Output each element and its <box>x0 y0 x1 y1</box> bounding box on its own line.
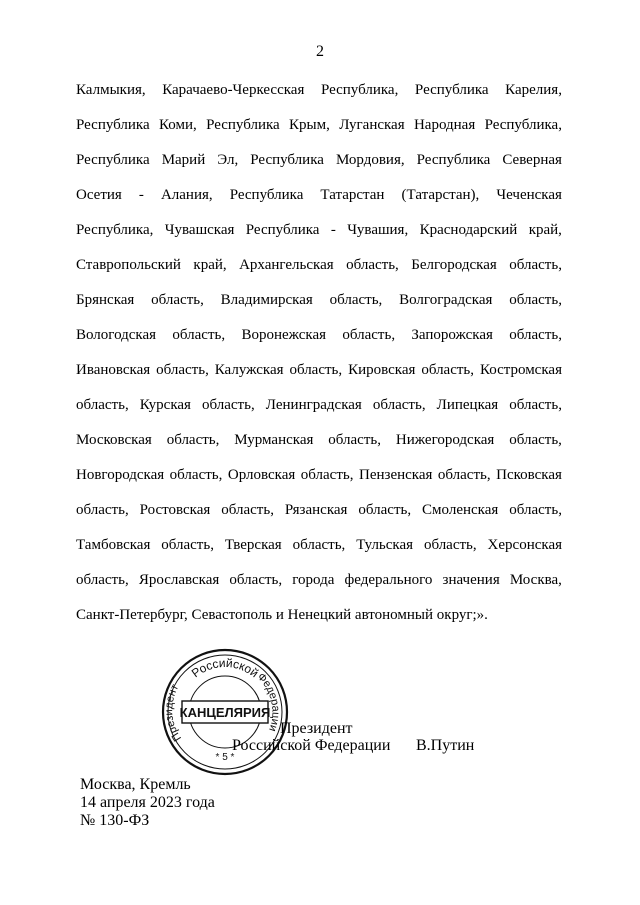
issue-date: 14 апреля 2023 года <box>80 794 215 811</box>
text-word: Народная <box>413 117 476 133</box>
text-word: - <box>138 187 144 203</box>
text-word: край, <box>193 257 227 273</box>
text-word: область, <box>329 292 383 308</box>
text-word: Вологодская <box>76 327 157 343</box>
signatory-name: В.Путин <box>416 737 475 754</box>
text-word: Ленинградская <box>265 397 362 413</box>
text-word: Мурманская <box>234 432 314 448</box>
text-word: область, <box>509 292 562 308</box>
text-line <box>76 605 562 640</box>
text-word: область, <box>156 362 209 378</box>
text-word: Мордовия, <box>335 152 405 168</box>
text-line <box>76 500 562 535</box>
text-word: Крым, <box>289 117 330 133</box>
text-word: Белгородская <box>411 257 497 273</box>
text-word: Липецкая <box>436 397 499 413</box>
text-word: Воронежская <box>241 327 327 343</box>
text-word: область, <box>421 362 475 378</box>
seal-top-text: Российской <box>188 655 262 681</box>
text-line <box>76 185 562 220</box>
text-word: Осетия <box>76 187 122 203</box>
text-word: Татарстан <box>320 187 385 203</box>
text-line <box>76 80 562 115</box>
text-line <box>76 570 562 605</box>
text-word: Волгоградская <box>399 292 493 308</box>
text-word: область, <box>423 537 477 553</box>
text-word: Республика <box>250 152 324 168</box>
text-word: Республика <box>206 117 280 133</box>
seal-left-text: Президент <box>163 682 185 744</box>
text-word: Нижегородская <box>395 432 495 448</box>
text-word: Северная <box>502 152 562 168</box>
text-word: Луганская <box>339 117 405 133</box>
text-word: область, <box>300 467 354 483</box>
text-line <box>76 360 562 395</box>
text-word: область, <box>169 467 223 483</box>
text-word: города <box>292 572 335 588</box>
text-word: Смоленская <box>422 502 499 518</box>
text-word: Владимирская <box>220 292 313 308</box>
text-word: Тамбовская <box>76 537 151 553</box>
text-word: область, <box>202 397 255 413</box>
text-word: Псковская <box>496 467 562 483</box>
text-word: Архангельская <box>239 257 334 273</box>
text-word: область, <box>328 432 381 448</box>
text-word: Чувашская <box>164 222 235 238</box>
text-word: Запорожская <box>411 327 493 343</box>
text-word: Республика <box>229 187 304 203</box>
text-word: область, <box>509 327 562 343</box>
text-word: Ярославская <box>138 572 220 588</box>
text-word: - <box>330 222 336 238</box>
text-word: область, <box>76 397 129 413</box>
text-word: Херсонская <box>487 537 562 553</box>
text-word: Калужская <box>214 362 284 378</box>
text-word: Республика, <box>320 82 399 98</box>
text-word: Пензенская <box>359 467 433 483</box>
seal-bottom-text: * 5 * <box>215 752 235 763</box>
text-word: Тверская <box>224 537 282 553</box>
text-word: область, <box>292 537 346 553</box>
text-word: Москва, <box>509 572 562 588</box>
issue-block <box>80 776 215 830</box>
text-word: область, <box>229 572 283 588</box>
text-word: Коми, <box>158 117 197 133</box>
text-word: Рязанская <box>284 502 348 518</box>
seal-center-text: КАНЦЕЛЯРИЯ <box>179 705 271 720</box>
text-word: область, <box>76 502 129 518</box>
official-seal <box>160 647 290 777</box>
text-word: Республика <box>414 82 489 98</box>
text-word: Республика <box>76 152 150 168</box>
text-word: Республика, <box>76 222 154 238</box>
text-word: область, <box>289 362 343 378</box>
text-word: Чувашия, <box>347 222 409 238</box>
text-word: Республика <box>76 117 150 133</box>
text-word: Кировская <box>348 362 416 378</box>
page-number: 2 <box>316 43 324 60</box>
text-word: Карелия, <box>505 82 562 98</box>
text-word: Ивановская <box>76 362 151 378</box>
text-word: область, <box>509 432 562 448</box>
text-line <box>76 325 562 360</box>
text-word: Краснодарский <box>419 222 518 238</box>
text-word: Тульская <box>356 537 414 553</box>
text-word: Костромская <box>479 362 562 378</box>
text-line <box>76 395 562 430</box>
issue-place: Москва, Кремль <box>80 776 191 793</box>
text-word: область, <box>372 397 426 413</box>
text-word: область, <box>346 257 399 273</box>
seal-right-text: Федерации <box>254 670 282 734</box>
text-word: область, <box>161 537 214 553</box>
text-line <box>76 465 562 500</box>
text-word: Марий <box>161 152 206 168</box>
text-word: Республика <box>245 222 320 238</box>
text-word: Ставропольский <box>76 257 181 273</box>
text-word: Эл, <box>217 152 239 168</box>
text-word: Курская <box>139 397 191 413</box>
text-word: Санкт-Петербург, Севастополь и Ненецкий автономный округ;». <box>76 607 488 623</box>
text-word: область, <box>172 327 226 343</box>
text-word: край, <box>528 222 562 238</box>
text-line <box>76 220 562 255</box>
text-word: федерального <box>344 572 433 588</box>
text-word: область, <box>151 292 204 308</box>
signatory-organization: Российской Федерации <box>232 737 391 754</box>
text-word: область, <box>358 502 412 518</box>
text-line <box>76 115 562 150</box>
text-word: Карачаево-Черкесская <box>162 82 305 98</box>
text-line <box>76 430 562 465</box>
text-word: Республика, <box>484 117 562 133</box>
text-word: область, <box>437 467 491 483</box>
text-line <box>76 290 562 325</box>
text-word: область, <box>509 397 562 413</box>
text-word: Республика <box>416 152 491 168</box>
text-word: область, <box>509 257 562 273</box>
signatory-title: Президент <box>280 720 353 737</box>
text-word: Московская <box>76 432 152 448</box>
text-line <box>76 535 562 570</box>
text-word: (Татарстан), <box>401 187 480 203</box>
law-number: № 130-ФЗ <box>80 812 150 829</box>
text-word: область, <box>221 502 274 518</box>
text-word: область, <box>509 502 562 518</box>
text-word: значения <box>442 572 500 588</box>
text-word: область, <box>342 327 396 343</box>
text-word: Алания, <box>160 187 213 203</box>
text-word: Новгородская <box>76 467 165 483</box>
text-line <box>76 255 562 290</box>
law-text <box>76 80 562 640</box>
text-word: область, <box>166 432 220 448</box>
text-line <box>76 150 562 185</box>
text-word: область, <box>76 572 129 588</box>
text-word: Ростовская <box>139 502 211 518</box>
text-word: Чеченская <box>496 187 562 203</box>
text-word: Брянская <box>76 292 135 308</box>
text-word: Калмыкия, <box>76 82 146 98</box>
text-word: Орловская <box>227 467 296 483</box>
